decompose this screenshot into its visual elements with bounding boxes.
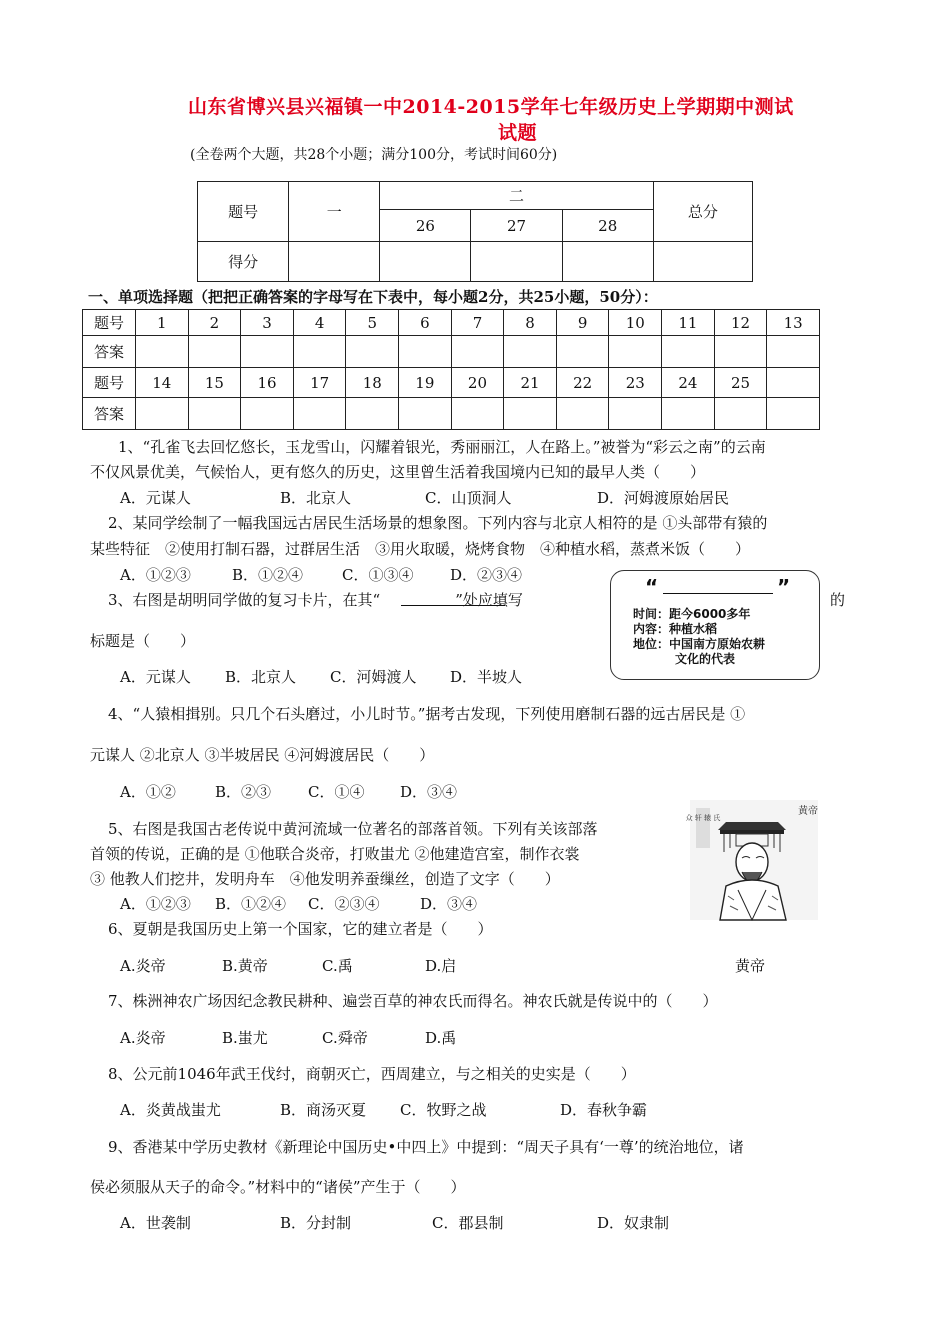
- option-7a: A.炎帝: [120, 1029, 166, 1047]
- question-number-cell: 5: [346, 310, 399, 336]
- answer-cell[interactable]: [609, 398, 662, 430]
- option-6a: A.炎帝: [120, 957, 166, 975]
- question-number-cell: 12: [714, 310, 767, 336]
- answer-cell[interactable]: [662, 336, 715, 368]
- option-7c: C.舜帝: [322, 1029, 368, 1047]
- score-table-q26: 26: [380, 210, 471, 242]
- question-number-cell: 6: [399, 310, 452, 336]
- question-1-line2: 不仅风景优美，气候怡人，更有悠久的历史，这里曾生活着我国境内已知的最早人类（ ）: [90, 463, 706, 481]
- answer-cell[interactable]: [346, 336, 399, 368]
- option-8a: A．炎黄战蚩尤: [120, 1101, 221, 1119]
- card-status-cont: 文化的代表: [675, 652, 736, 666]
- answer-cell[interactable]: [136, 398, 189, 430]
- question-2-line1: 2、某同学绘制了一幅我国远古居民生活场景的想象图。下列内容与北京人相符的是 ①头部带有猿的: [108, 514, 768, 532]
- question-9-line1: 9、香港某中学历史教材《新理论中国历史•中四上》中提到：“周天子具有‘一尊’的统治地位，诸: [108, 1138, 744, 1156]
- score-cell[interactable]: [289, 242, 380, 282]
- option-9d: D．奴隶制: [597, 1214, 670, 1232]
- answer-table-label: 答案: [83, 336, 136, 368]
- answer-cell[interactable]: [241, 336, 294, 368]
- question-3-de: 的: [830, 591, 846, 609]
- question-number-cell: 23: [609, 368, 662, 398]
- answer-cell[interactable]: [767, 398, 820, 430]
- answer-cell[interactable]: [714, 336, 767, 368]
- option-5d: D．③④: [420, 895, 478, 913]
- option-6d: D.启: [425, 957, 457, 975]
- option-4b: B．②③: [215, 783, 272, 801]
- question-8-line1: 8、公元前1046年武王伐纣，商朝灭亡，西周建立，与之相关的史实是（ ）: [108, 1065, 636, 1083]
- answer-cell[interactable]: [293, 398, 346, 430]
- question-number-cell: 19: [399, 368, 452, 398]
- score-table-q27: 27: [471, 210, 562, 242]
- answer-table-label: 题号: [83, 310, 136, 336]
- card-title-blank: [663, 593, 773, 594]
- score-table-defen: 得分: [198, 242, 289, 282]
- question-1-line1: 1、“孔雀飞去回忆悠长，玉龙雪山，闪耀着银光，秀丽丽江，人在路上。”被誉为“彩云之南”的云南: [118, 438, 766, 456]
- score-table-q28: 28: [562, 210, 653, 242]
- answer-cell[interactable]: [399, 398, 452, 430]
- option-2d: D．②③④: [450, 566, 523, 584]
- option-9b: B．分封制: [280, 1214, 352, 1232]
- option-1c: C．山顶洞人: [425, 489, 512, 507]
- option-4d: D．③④: [400, 783, 458, 801]
- option-1a: A．元谋人: [120, 489, 191, 507]
- question-number-cell: 22: [556, 368, 609, 398]
- card-close-quote: ”: [777, 575, 791, 599]
- answer-cell[interactable]: [767, 336, 820, 368]
- card-open-quote: “: [645, 575, 659, 599]
- question-number-cell: 1: [136, 310, 189, 336]
- option-4a: A．①②: [120, 783, 176, 801]
- question-5-line3: ③ 他教人们挖井，发明舟车 ④他发明养蚕缫丝，创造了文字（ ）: [90, 870, 560, 888]
- question-3-line1: 3、右图是胡明同学做的复习卡片，在其“ ”处应填写: [108, 591, 523, 609]
- portrait-side-text: 众 轩 辕 氏: [685, 814, 721, 822]
- option-7b: B.蚩尤: [222, 1029, 268, 1047]
- question-number-cell: 20: [451, 368, 504, 398]
- option-1d: D．河姆渡原始居民: [597, 489, 730, 507]
- answer-cell[interactable]: [346, 398, 399, 430]
- score-cell[interactable]: [562, 242, 653, 282]
- question-9-line2: 侯必须服从天子的命令。”材料中的“诸侯”产生于（ ）: [90, 1178, 466, 1196]
- fill-blank-line: [401, 605, 505, 606]
- answer-cell[interactable]: [714, 398, 767, 430]
- option-3b: B．北京人: [225, 668, 297, 686]
- score-cell[interactable]: [380, 242, 471, 282]
- huangdi-portrait: [685, 800, 818, 920]
- answer-cell[interactable]: [451, 336, 504, 368]
- question-number-cell: 17: [293, 368, 346, 398]
- score-table-part1: 一: [289, 182, 380, 242]
- question-number-cell: 4: [293, 310, 346, 336]
- question-number-cell: 7: [451, 310, 504, 336]
- huangdi-portrait-icon: [685, 800, 818, 920]
- option-8d: D．春秋争霸: [560, 1101, 648, 1119]
- score-table-tihao: 题号: [198, 182, 289, 242]
- question-4-line1: 4、“人猿相揖别。只几个石头磨过，小儿时节。”据考古发现，下列使用磨制石器的远古居民是 ①: [108, 705, 746, 723]
- question-number-cell: 16: [241, 368, 294, 398]
- option-8c: C．牧野之战: [400, 1101, 487, 1119]
- answer-table: [82, 309, 820, 430]
- question-2-line2: 某些特征 ②使用打制石器，过群居生活 ③用火取暖，烧烤食物 ④种植水稻，蒸煮米饭（ ）: [90, 540, 751, 558]
- option-1b: B．北京人: [280, 489, 352, 507]
- question-6-line1: 6、夏朝是我国历史上第一个国家，它的建立者是（ ）: [108, 920, 493, 938]
- option-6c: C.禹: [322, 957, 353, 975]
- page-title-line2: 试题: [498, 122, 538, 144]
- answer-cell[interactable]: [662, 398, 715, 430]
- question-number-cell: [767, 368, 820, 398]
- question-number-cell: 3: [241, 310, 294, 336]
- card-time: 时间：距今6000多年: [633, 607, 751, 621]
- question-number-cell: 2: [188, 310, 241, 336]
- option-9a: A．世袭制: [120, 1214, 191, 1232]
- option-2a: A．①②③: [120, 566, 191, 584]
- card-status: 地位：中国南方原始农耕: [633, 637, 766, 651]
- answer-cell[interactable]: [188, 398, 241, 430]
- option-9c: C．郡县制: [432, 1214, 504, 1232]
- question-number-cell: 13: [767, 310, 820, 336]
- review-card: [610, 570, 820, 680]
- score-table-total: 总分: [653, 182, 752, 242]
- answer-cell[interactable]: [556, 336, 609, 368]
- option-8b: B．商汤灭夏: [280, 1101, 367, 1119]
- answer-table-label: 题号: [83, 368, 136, 398]
- question-3-line2: 标题是（ ）: [90, 632, 196, 650]
- section1-heading: 一、单项选择题（把把正确答案的字母写在下表中，每小题2分，共25小题，50分）：: [88, 288, 658, 306]
- question-number-cell: 21: [504, 368, 557, 398]
- answer-cell[interactable]: [293, 336, 346, 368]
- answer-cell[interactable]: [504, 398, 557, 430]
- answer-cell[interactable]: [451, 398, 504, 430]
- option-2b: B．①②④: [232, 566, 304, 584]
- question-number-cell: 24: [662, 368, 715, 398]
- answer-cell[interactable]: [504, 336, 557, 368]
- portrait-caption: 黄帝: [735, 957, 766, 975]
- question-number-cell: 10: [609, 310, 662, 336]
- option-7d: D.禹: [425, 1029, 457, 1047]
- option-5b: B．①②④: [215, 895, 287, 913]
- option-2c: C．①③④: [342, 566, 414, 584]
- question-number-cell: 15: [188, 368, 241, 398]
- card-content: 内容：种植水稻: [633, 622, 718, 636]
- option-3a: A．元谋人: [120, 668, 191, 686]
- option-3d: D．半坡人: [450, 668, 523, 686]
- question-7-line1: 7、株洲神农广场因纪念教民耕种、遍尝百草的神农氏而得名。神农氏就是传说中的（ ）: [108, 992, 718, 1010]
- answer-table-label: 答案: [83, 398, 136, 430]
- option-4c: C．①④: [308, 783, 365, 801]
- question-number-cell: 11: [662, 310, 715, 336]
- question-4-line2: 元谋人 ②北京人 ③半坡居民 ④河姆渡居民（ ）: [90, 746, 435, 764]
- option-3c: C．河姆渡人: [330, 668, 417, 686]
- question-number-cell: 8: [504, 310, 557, 336]
- option-5a: A．①②③: [120, 895, 191, 913]
- question-5-line1: 5、右图是我国古老传说中黄河流域一位著名的部落首领。下列有关该部落: [108, 820, 598, 838]
- question-number-cell: 9: [556, 310, 609, 336]
- question-5-line2: 首领的传说，正确的是 ①他联合炎帝，打败蚩尤 ②他建造宫室，制作衣裳: [90, 845, 580, 863]
- portrait-label: 黄帝: [798, 806, 818, 817]
- answer-cell[interactable]: [609, 336, 662, 368]
- score-cell[interactable]: [471, 242, 562, 282]
- score-table: [197, 181, 753, 282]
- answer-cell[interactable]: [188, 336, 241, 368]
- exam-subtitle: (全卷两个大题，共28个小题；满分100分，考试时间60分): [190, 147, 558, 163]
- page-title: 山东省博兴县兴福镇一中2014-2015学年七年级历史上学期期中测试: [188, 96, 794, 118]
- answer-cell[interactable]: [399, 336, 452, 368]
- option-5c: C．②③④: [308, 895, 380, 913]
- score-table-part2: 二: [380, 182, 653, 210]
- answer-cell[interactable]: [241, 398, 294, 430]
- score-cell[interactable]: [653, 242, 752, 282]
- question-number-cell: 14: [136, 368, 189, 398]
- question-number-cell: 25: [714, 368, 767, 398]
- answer-cell[interactable]: [136, 336, 189, 368]
- question-number-cell: 18: [346, 368, 399, 398]
- answer-cell[interactable]: [556, 398, 609, 430]
- option-6b: B.黄帝: [222, 957, 268, 975]
